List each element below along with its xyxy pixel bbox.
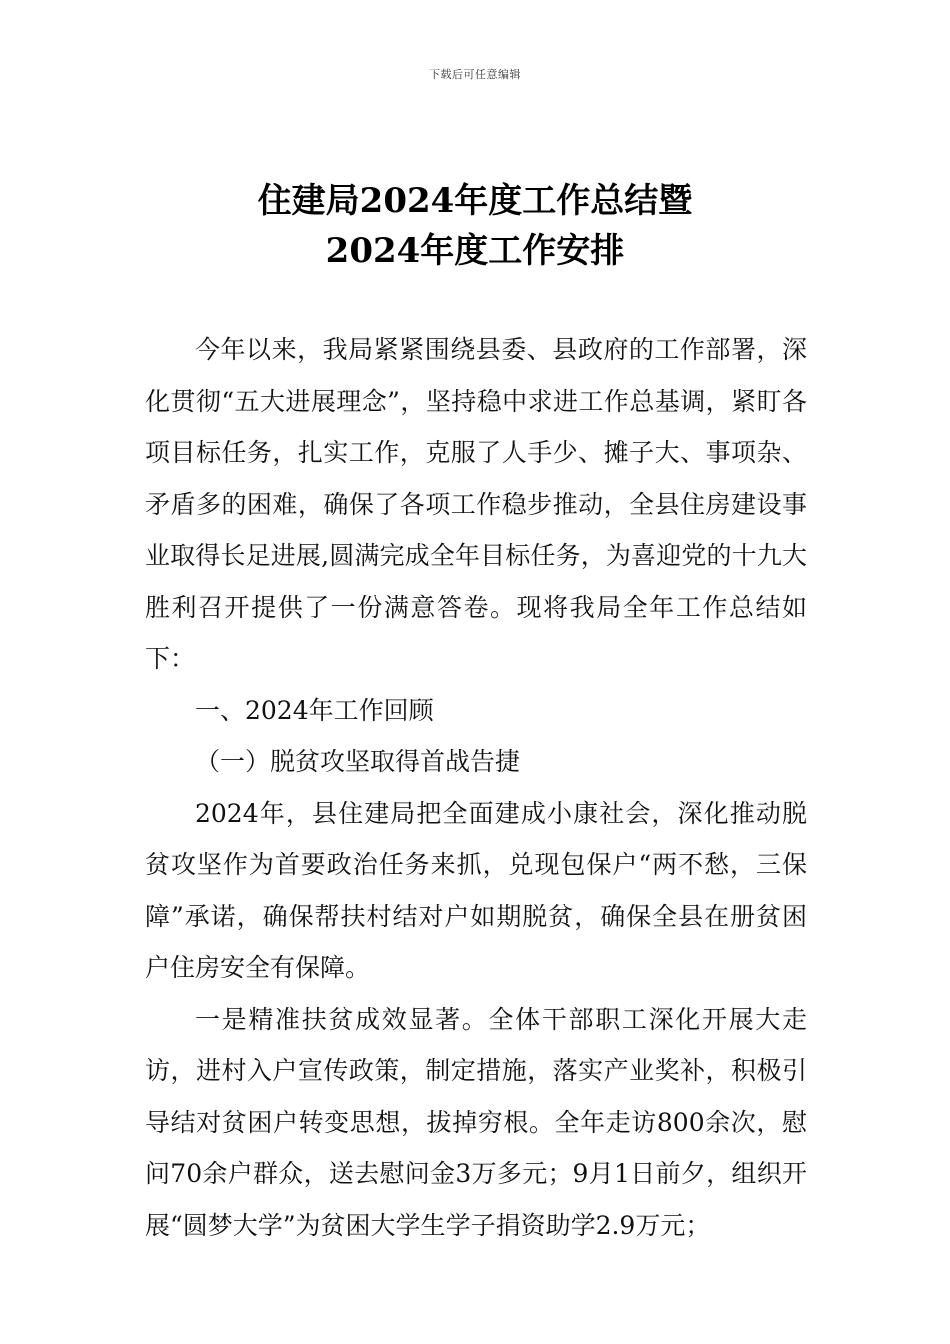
intro-paragraph: 今年以来，我局紧紧围绕县委、县政府的工作部署，深化贯彻“五大进展理念”，坚持稳中求进工作总基调，紧盯各项目标任务，扎实工作，克服了人手少、摊子大、事项杂、矛盾多的困难，确保了各项工作稳步推动，全县住房建设事业取得长足进展,圆满完成全年目标任务，为喜迎党的十九大胜利召开提供了一份满意答卷。现将我局全年工作总结如下： <box>145 335 807 673</box>
document-body <box>145 324 807 1251</box>
title-line-2: 2024年度工作安排 <box>325 231 625 271</box>
title-line-1: 住建局2024年度工作总结暨 <box>257 181 693 221</box>
subsection-heading-poverty: （一）脱贫攻坚取得首战告捷 <box>195 747 521 776</box>
document-title <box>0 176 950 276</box>
page-header-note: 下载后可任意编辑 <box>429 68 521 81</box>
section-heading-review: 一、2024年工作回顾 <box>195 695 434 725</box>
precision-poverty-paragraph: 一是精准扶贫成效显著。全体干部职工深化开展大走访，进村入户宣传政策，制定措施，落实产业奖补，积极引导结对贫困户转变思想，拔掉穷根。全年走访800余次，慰问70余户群众，送去慰问金3万多元；9月1日前夕，组织开展“圆梦大学”为贫困大学生学子捐资助学2.9万元； <box>145 1004 807 1240</box>
poverty-paragraph: 2024年，县住建局把全面建成小康社会，深化推动脱贫攻坚作为首要政治任务来抓，兑现包保户“两不愁，三保障”承诺，确保帮扶村结对户如期脱贫，确保全县在册贫困户住房安全有保障。 <box>145 798 807 982</box>
